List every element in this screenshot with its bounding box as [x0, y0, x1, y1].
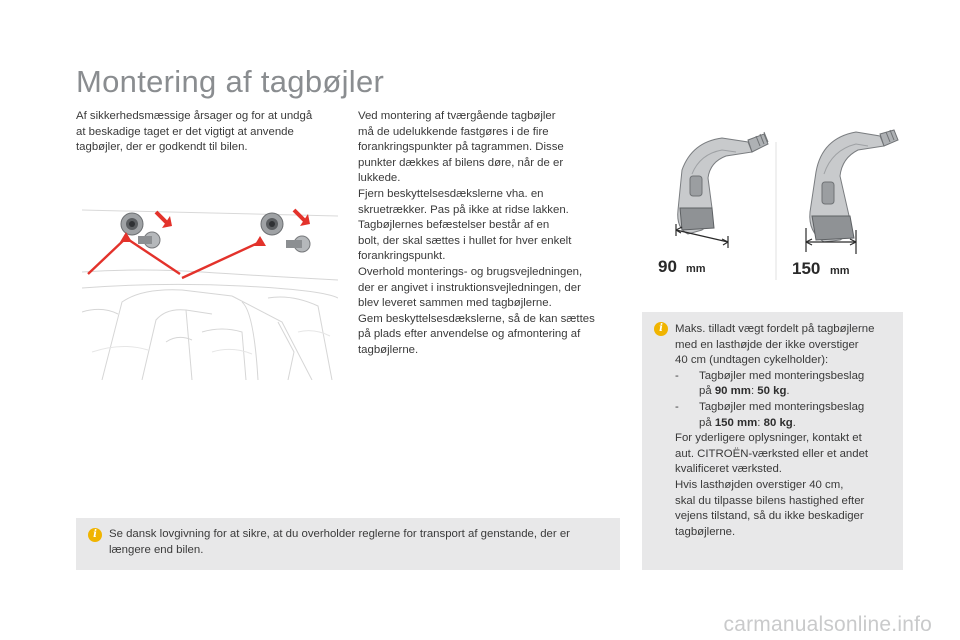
list-item	[675, 400, 891, 431]
bracket-90-unit: mm	[686, 263, 706, 275]
bracket-150-unit: mm	[830, 265, 850, 277]
legislation-note	[76, 518, 620, 570]
max-load-lead: Maks. tilladt vægt fordelt på tagbøjlerne med en lasthøjde der ikke overstiger 40 cm (undtagen cykelholder):	[675, 323, 875, 367]
list-item-desc: Tagbøjler med monteringsbeslag på	[699, 400, 865, 429]
info-icon: i	[88, 528, 102, 542]
intro-paragraph	[76, 109, 341, 156]
list-item-text	[699, 369, 891, 400]
list-item-text	[699, 400, 891, 431]
list-end: .	[786, 385, 790, 398]
list-end: .	[792, 416, 796, 429]
roof-anchor-illustration	[82, 202, 338, 380]
list-sep: :	[757, 416, 764, 429]
instructions-text: Ved montering af tværgående tagbøjler må de udelukkende fastgøres i de fire forankringspunkter på tagrammen. Disse punkter dækkes af bilens døre, når de er lukkede. Fjern beskyttelsesdækslerne vha. en skruetrækker. Pas på ikke at ridse lakken. Tagbøjlernes befæstelser består af en bolt, der skal sættes i hullet for hver enkelt forankringspunkt. Overhold monterings- og brugsvejledningen, der er angivet i instruktionsvejledningen, der blev leveret sammen med tagbøjlerne. Gem beskyttelsesdækslerne, så de kan sættes på plads efter anvendelse og afmontering af tagbøjlerne.	[358, 110, 595, 356]
mounting-bracket-illustration	[652, 112, 900, 284]
list-sep: :	[750, 385, 758, 398]
legislation-text: Se dansk lovgivning for at sikre, at du overholder reglerne for transport af genstande, der er længere end bilen.	[109, 528, 570, 556]
list-dash: -	[675, 400, 679, 413]
page-title: Montering af tagbøjler	[76, 64, 385, 99]
max-load-tail: For yderligere oplysninger, kontakt et aut. CITROËN-værksted eller et andet kvalificeret værksted. Hvis lasthøjden overstiger 40 cm, skal du tilpasse bilens hastighed efter vejens tilstand, så du ikke beskadiger tagbøjlerne.	[675, 432, 869, 538]
list-item	[675, 369, 891, 400]
watermark: carmanualsonline.info	[723, 613, 932, 636]
instructions-paragraph	[358, 109, 623, 359]
info-icon: i	[654, 322, 668, 336]
max-weight: 50 kg	[757, 385, 787, 398]
max-load-note	[642, 312, 903, 570]
mount-size: 150 mm	[714, 416, 758, 429]
list-item-desc: Tagbøjler med monteringsbeslag på	[699, 369, 865, 398]
bracket-90-value: 90	[658, 257, 677, 276]
max-weight: 80 kg	[763, 416, 793, 429]
bracket-150-value: 150	[792, 259, 821, 278]
list-dash: -	[675, 369, 679, 382]
mount-size: 90 mm	[714, 385, 751, 398]
intro-text: Af sikkerhedsmæssige årsager og for at undgå at beskadige taget er det vigtigt at anvende tagbøjler, der er godkendt til bilen.	[76, 110, 313, 154]
